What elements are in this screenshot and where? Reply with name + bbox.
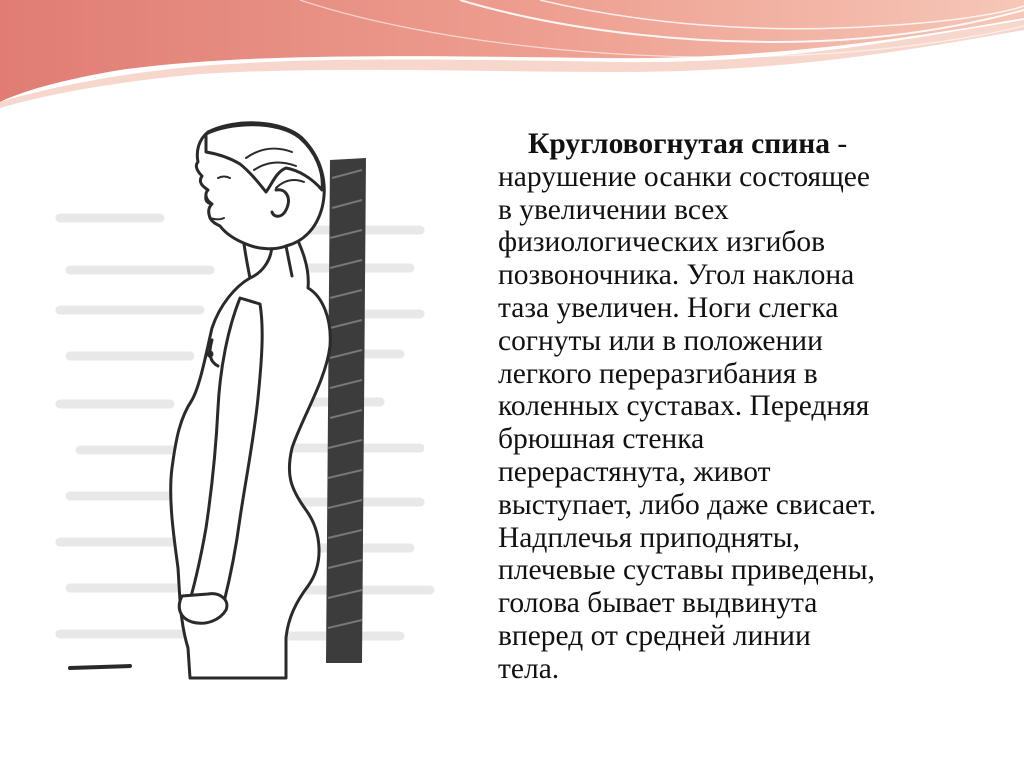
description-line: Надплечья приподняты, [498, 521, 800, 554]
description-line: голова бывает выдвинута [498, 587, 818, 620]
human-figure [171, 123, 331, 678]
description-line: нарушение осанки состоящее [498, 160, 870, 193]
description-line: брюшная стенка [498, 423, 705, 456]
description-line: согнуты или в положении [498, 324, 823, 357]
term-title: Кругловогнутая спина [528, 128, 831, 160]
floor-line [70, 666, 130, 668]
description-line: физиологических изгибов [498, 226, 826, 259]
term-dash: - [830, 128, 848, 160]
description-line: позвоночника. Угол наклона [498, 259, 855, 292]
description-line: перерастянута, живот [498, 455, 771, 488]
description-line: коленных суставах. Передняя [498, 390, 870, 423]
description-line: легкого переразгибания в [498, 357, 818, 390]
wall-hatching [326, 158, 366, 663]
description-line: выступает, либо даже свисает. [498, 488, 877, 521]
wave-header-decoration [0, 0, 1024, 120]
description-line: в увеличении всех [498, 193, 729, 226]
posture-figure-illustration [40, 118, 480, 698]
description-line: вперед от средней линии [498, 619, 811, 652]
description-line: плечевые суставы приведены, [498, 554, 875, 587]
description-heading-line [498, 128, 998, 161]
description-line: тела. [498, 652, 560, 685]
description-line: таза увеличен. Ноги слегка [498, 291, 839, 324]
description-text [498, 128, 998, 686]
